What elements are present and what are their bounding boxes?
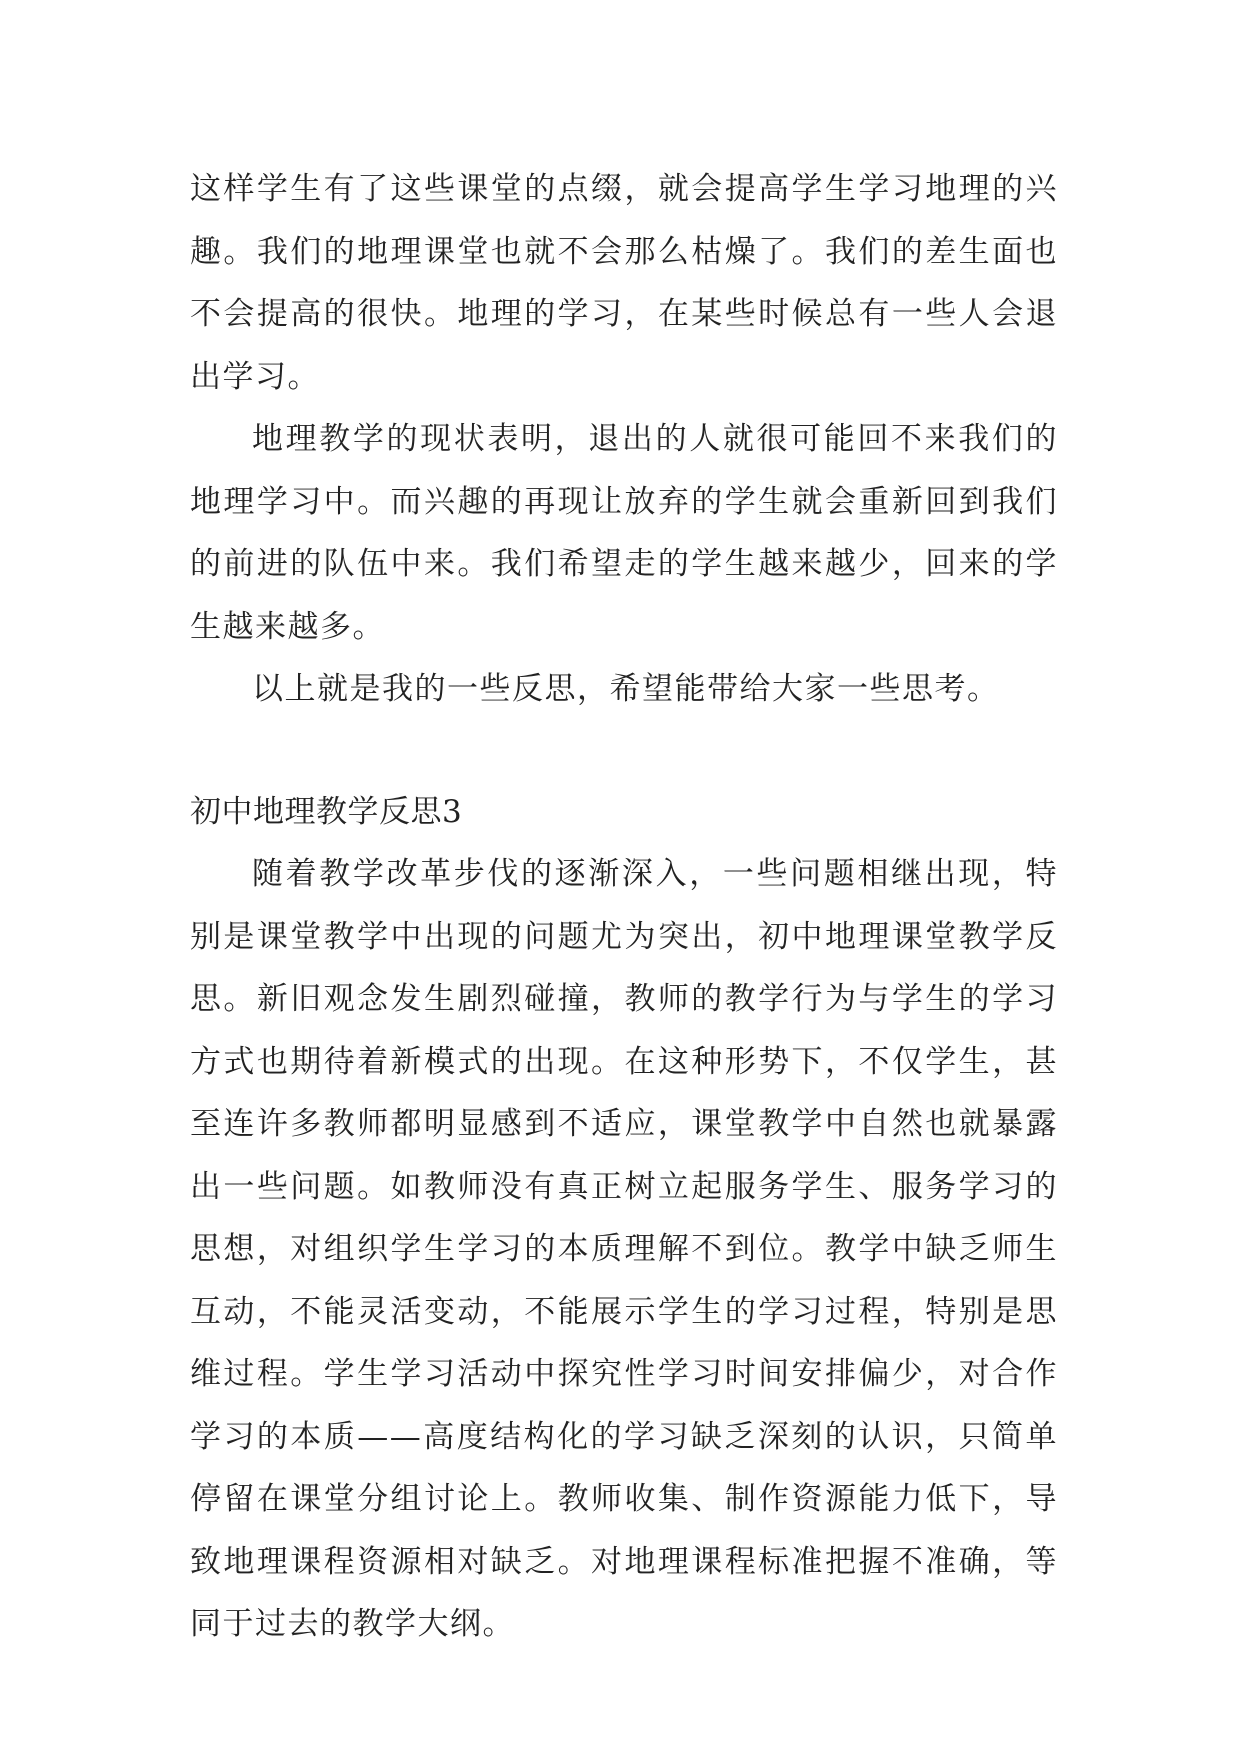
document-body: [190, 158, 1058, 1656]
paragraph-status-quo: 地理教学的现状表明，退出的人就很可能回不来我们的地理学习中。而兴趣的再现让放弃的学生就会重新回到我们的前进的队伍中来。我们希望走的学生越来越少，回来的学生越来越多。: [190, 421, 1058, 645]
paragraph-continuation: 这样学生有了这些课堂的点缀，就会提高学生学习地理的兴趣。我们的地理课堂也就不会那么枯燥了。我们的差生面也不会提高的很快。地理的学习，在某些时候总有一些人会退出学习。: [190, 171, 1058, 395]
paragraph-closing: 以上就是我的一些反思，希望能带给大家一些思考。: [252, 671, 1000, 707]
section-heading: 初中地理教学反思3: [190, 793, 463, 830]
paragraph-reflection: 随着教学改革步伐的逐渐深入，一些问题相继出现，特别是课堂教学中出现的问题尤为突出，初中地理课堂教学反思。新旧观念发生剧烈碰撞，教师的教学行为与学生的学习方式也期待着新模式的出现。在这种形势下，不仅学生，甚至连许多教师都明显感到不适应，课堂教学中自然也就暴露出一些问题。如教师没有真正树立起服务学生、服务学习的思想，对组织学生学习的本质理解不到位。教学中缺乏师生互动，不能灵活变动，不能展示学生的学习过程，特别是思维过程。学生学习活动中探究性学习时间安排偏少，对合作学习的本质——高度结构化的学习缺乏深刻的认识，只简单停留在课堂分组讨论上。教师收集、制作资源能力低下，导致地理课程资源相对缺乏。对地理课程标准把握不准确，等同于过去的教学大纲。: [190, 856, 1058, 1642]
